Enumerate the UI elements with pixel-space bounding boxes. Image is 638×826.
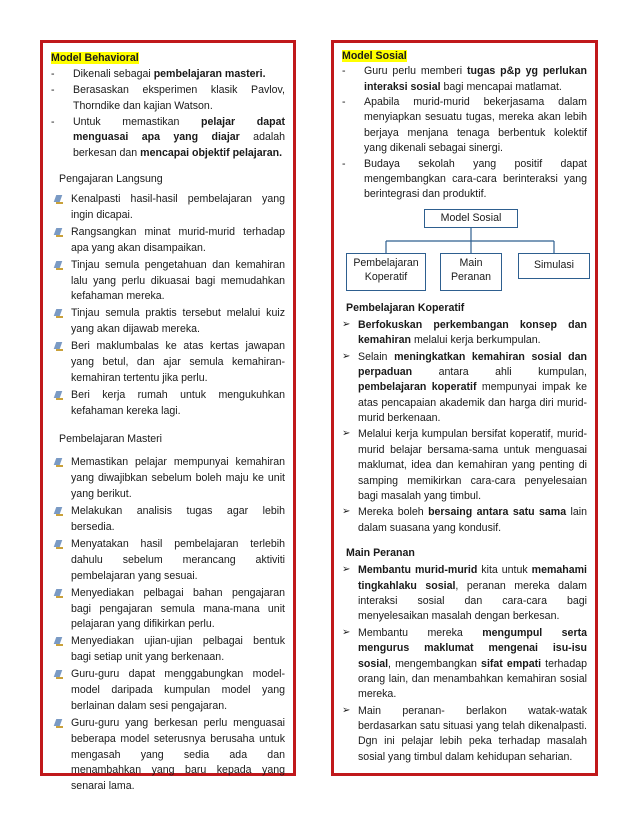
text-run: Mereka boleh [358, 506, 429, 519]
list-item-text: Guru-guru dapat menggabungkan model-model daripada kumpulan model yang berlainan dalam sesi pengajaran. [71, 668, 285, 712]
list-item [51, 455, 285, 503]
list-item-text: Menyediakan pelbagai bahan pengajaran bagi pengajaran semula mana-mana unit pelajaran yang difikirkan perlu. [71, 586, 285, 631]
text-run: pembelajaran masteri. [153, 67, 266, 80]
list-item [51, 388, 285, 420]
text-run: bagi mencapai matlamat. [440, 80, 562, 93]
list-item [342, 563, 587, 624]
list-item-text [358, 318, 587, 349]
list-item [51, 339, 285, 387]
text-run: mempunyai impak ke atas pencapaian akademik dan harga diri murid-murid berkenaan. [358, 381, 587, 425]
list-item [342, 64, 587, 95]
list-item-text: Menyatakan hasil pembelajaran terlebih dahulu sebelum merancang aktiviti pembelajaran yang sesuai. [71, 537, 285, 582]
pen-icon [51, 504, 71, 536]
list-item-text [358, 704, 587, 765]
text-run: tugas p&p yg perlukan interaksi sosial [364, 65, 587, 93]
pen-icon [51, 388, 71, 420]
pengajaran-langsung-title: Pengajaran Langsung [59, 173, 163, 186]
pen-icon [51, 634, 71, 666]
text-run: mengumpul serta mengurus maklumat mengenai isu-isu sosial [358, 626, 587, 670]
list-item-text: Menyediakan ujian-ujian pelbagai bentuk bagi setiap unit yang berkenaan. [71, 635, 285, 664]
text-run: Dikenali sebagai [73, 67, 154, 80]
text-run: Guru perlu memberi [364, 65, 467, 78]
diagram-child-main-peranan: Main Peranan [440, 253, 502, 291]
list-item-text: Beri maklumbalas ke atas kertas jawapan yang betul, dan ajar semula kemahiran-kemahiran tertentu jika perlu. [71, 340, 285, 384]
pengajaran-langsung-list [51, 192, 285, 419]
list-item-text: Guru-guru yang berkesan perlu menguasai beberapa model seterusnya berusaha untuk mengasah yang sedia ada dan menambahkan yang baru kepada yang senarai lama. [71, 716, 285, 793]
text-run: Berfokuskan perkembangan konsep dan kemahiran [358, 318, 587, 347]
dash-marker: - [51, 83, 55, 96]
text-run: lain dalam suasana yang kondusif. [358, 506, 588, 534]
behavioral-panel [40, 40, 296, 793]
sosial-title: Model Sosial [342, 50, 407, 62]
list-item [51, 258, 285, 306]
list-item-text [364, 157, 587, 203]
text-run: Melalui kerja kumpulan bersifat koperatif, murid-murid belajar bersama-sama untuk menguasai maklumat, idea dan kemahiran yang penting di samping memikirkan cara-cara penyelesaian bagi masalah yang timbul. [358, 428, 587, 502]
pen-icon [51, 306, 71, 338]
text-run: antara ahli kumpulan, [412, 366, 587, 379]
list-item-text [364, 64, 587, 95]
list-item [51, 83, 285, 115]
list-item [51, 306, 285, 338]
list-item-text: Melakukan analisis tugas agar lebih bersedia. [71, 505, 285, 534]
arrow-bullet-icon: ➢ [342, 564, 351, 576]
arrow-bullet-icon: ➢ [342, 506, 351, 518]
dash-marker: - [342, 65, 346, 78]
list-item [51, 192, 285, 224]
dash-marker: - [51, 67, 55, 80]
list-item-text [73, 115, 285, 163]
text-run: sifat empati [481, 657, 542, 670]
pen-icon [51, 225, 71, 257]
text-run: , peranan mereka dalam interaksi sosial dan cara-cara bagi menyelesaikan masalah dengan berkesan. [358, 579, 587, 623]
text-run: mencapai objektif pelajaran. [140, 147, 283, 160]
pembelajaran-koperatif-title: Pembelajaran Koperatif [346, 301, 465, 314]
text-run: melalui kerja berkumpulan. [411, 334, 541, 347]
text-run: terhadap orang lain, dan menambahkan kemahiran sosial mereka. [358, 657, 587, 701]
main-peranan-list [342, 563, 587, 765]
diagram-root: Model Sosial [424, 209, 518, 228]
text-run: Apabila murid-murid bekerjasama dalam menyiapkan sesuatu tugas, mereka akan lebih berjaya menjana tenaga berbentuk kolektif yang dikenali sebagai sinergi. [364, 96, 587, 155]
text-run: adalah berkesan dan [73, 131, 285, 160]
list-item-text: Memastikan pelajar mempunyai kemahiran yang diwajibkan sebelum boleh maju ke unit yang berikut. [71, 456, 285, 501]
model-sosial-diagram [342, 203, 587, 299]
list-item-text [358, 563, 587, 624]
list-item [51, 667, 285, 715]
list-item [51, 115, 285, 163]
list-item [51, 537, 285, 585]
text-run: Budaya sekolah yang positif dapat mengembangkan cara-cara berinteraksi yang berintegrasi dan produktif. [364, 157, 587, 201]
text-run: meningkatkan kemahiran sosial dan perpaduan [358, 350, 587, 379]
list-item-text: Tinjau semula praktis tersebut melalui kuiz yang akan dijawab mereka. [71, 307, 285, 336]
pembelajaran-koperatif-list [342, 318, 587, 536]
list-item [51, 716, 285, 795]
text-run: Main peranan- berlakon watak-watak berdasarkan satu situasi yang telah dikenalpasti. Dgn ini pelajar lebih peka terhadap masalah sosial yang timbul dalam kehidupan seharian. [358, 704, 587, 763]
pembelajaran-masteri-list [51, 455, 285, 795]
list-item-text [358, 427, 587, 504]
list-item-text [73, 83, 285, 115]
list-item [342, 626, 587, 703]
list-item-text: Tinjau semula pengetahuan dan kemahiran lalu yang perlu dikuasai bagi memudahkan kefahaman mereka. [71, 258, 285, 303]
diagram-child-koperatif: Pembelajaran Koperatif [346, 253, 426, 291]
list-item [51, 67, 285, 83]
main-peranan-title: Main Peranan [346, 546, 415, 559]
list-item-text [73, 67, 285, 83]
list-item-text [358, 350, 587, 427]
list-item [51, 634, 285, 666]
list-item-text: Beri kerja rumah untuk mengukuhkan kefahaman kereka lagi. [71, 388, 285, 417]
sosial-panel [331, 40, 598, 776]
list-item [342, 95, 587, 156]
text-run: kita untuk [477, 564, 532, 577]
list-item [342, 318, 587, 349]
behavioral-intro [51, 67, 285, 162]
list-item [342, 427, 587, 504]
text-run: pelajar dapat menguasai apa yang diajar [73, 115, 285, 144]
pen-icon [51, 455, 71, 503]
list-item [51, 504, 285, 536]
arrow-bullet-icon: ➢ [342, 318, 351, 330]
list-item [51, 225, 285, 257]
list-item [342, 704, 587, 765]
arrow-bullet-icon: ➢ [342, 704, 351, 716]
list-item-text: Kenalpasti hasil-hasil pembelajaran yang ingin dicapai. [71, 193, 285, 222]
list-item-text [358, 505, 587, 536]
pembelajaran-masteri-title: Pembelajaran Masteri [59, 432, 163, 445]
text-run: pembelajaran koperatif [358, 381, 477, 394]
arrow-bullet-icon: ➢ [342, 626, 351, 638]
diagram-child-simulasi: Simulasi [518, 253, 590, 279]
text-run: Membantu mereka [358, 626, 483, 639]
text-run: bersaing antara satu sama [428, 506, 567, 519]
dash-marker: - [51, 115, 55, 128]
text-run: Selain [358, 350, 395, 363]
list-item-text: Rangsangkan minat murid-murid terhadap apa yang akan disampaikan. [71, 225, 285, 254]
text-run: Membantu murid-murid [358, 564, 478, 577]
pen-icon [51, 537, 71, 585]
text-run: memahami tingkahlaku sosial [358, 564, 588, 592]
arrow-bullet-icon: ➢ [342, 428, 351, 440]
text-run: Untuk memastikan [73, 115, 201, 128]
pen-icon [51, 716, 71, 795]
list-item [342, 505, 587, 536]
pen-icon [51, 339, 71, 387]
text-run: , mengembangkan [388, 657, 482, 670]
pen-icon [51, 258, 71, 306]
dash-marker: - [342, 157, 346, 170]
behavioral-title: Model Behavioral [51, 52, 139, 64]
text-run: Berasaskan eksperimen klasik Pavlov, Thorndike dan kajian Watson. [73, 83, 285, 112]
list-item [51, 586, 285, 634]
pen-icon [51, 192, 71, 224]
dash-marker: - [342, 96, 346, 109]
pen-icon [51, 667, 71, 715]
list-item-text [358, 626, 587, 703]
list-item-text [364, 95, 587, 156]
pen-icon [51, 586, 71, 634]
list-item [342, 350, 587, 427]
sosial-intro [342, 64, 587, 202]
list-item [342, 157, 587, 203]
arrow-bullet-icon: ➢ [342, 350, 351, 362]
